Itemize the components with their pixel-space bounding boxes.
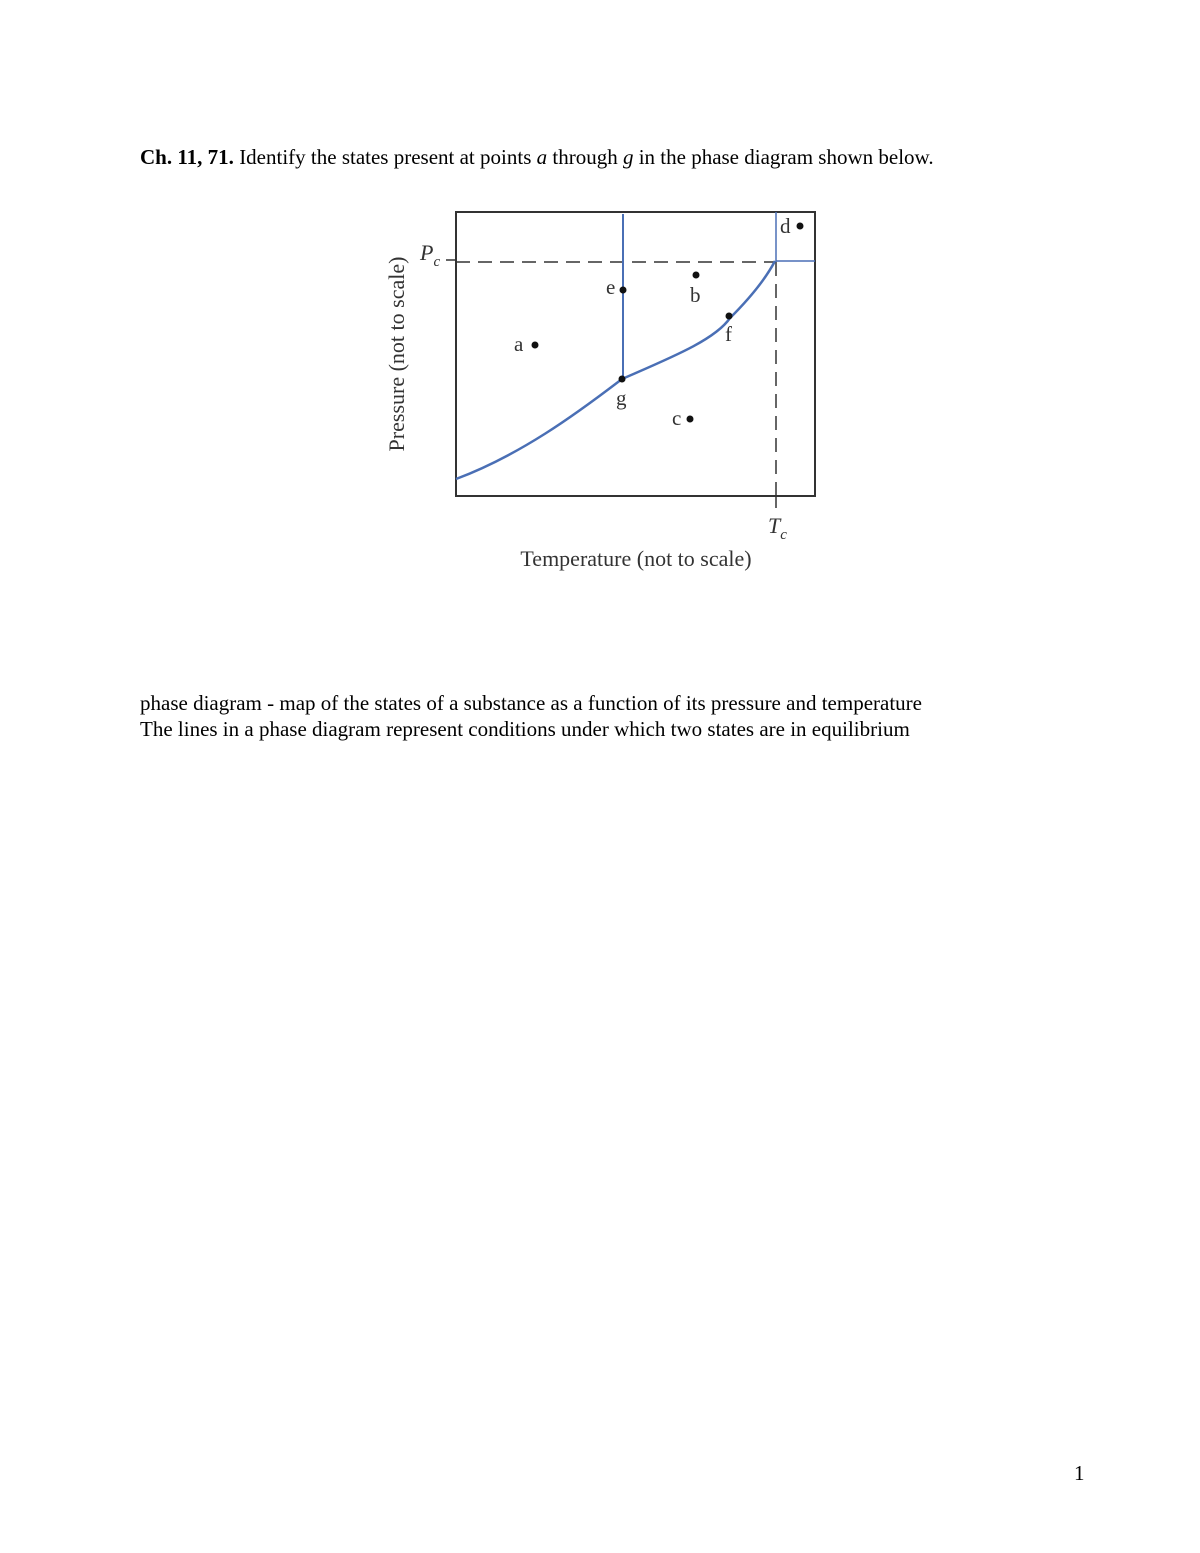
point-e-marker: [620, 287, 627, 294]
critical-temperature-symbol: T: [768, 513, 781, 538]
phase-diagram-svg: [370, 200, 830, 590]
question-point-end: g: [622, 145, 634, 169]
critical-pressure-subscript: c: [433, 254, 441, 270]
question-text-after: in the phase diagram shown below.: [633, 145, 934, 169]
point-g-marker: [619, 376, 626, 383]
x-axis-label: Temperature (not to scale): [520, 546, 752, 571]
notes: [140, 690, 922, 742]
critical-temperature-subscript: c: [780, 527, 787, 543]
point-d-marker: [797, 223, 804, 230]
sublimation-curve: [456, 379, 622, 479]
phase-diagram: [370, 200, 830, 590]
critical-temperature-label: [768, 513, 787, 543]
question-point-start: a: [536, 145, 548, 169]
page-number: 1: [1074, 1461, 1085, 1485]
vaporization-curve: [622, 261, 775, 379]
point-f-marker: [726, 313, 733, 320]
point-d-label: d: [780, 214, 791, 238]
critical-pressure-label: [419, 240, 440, 270]
point-g-label: g: [616, 386, 627, 410]
y-axis-label: Pressure (not to scale): [384, 256, 409, 452]
point-f-label: f: [725, 322, 732, 346]
point-a-label: a: [514, 332, 524, 356]
point-b-marker: [693, 272, 700, 279]
point-a-marker: [532, 342, 539, 349]
point-c-label: c: [672, 406, 682, 430]
note-definition: phase diagram - map of the states of a substance as a function of its pressure and temperature: [140, 691, 922, 715]
question-text-before: Identify the states present at points: [233, 145, 537, 169]
point-e-label: e: [606, 275, 616, 299]
question-text-middle: through: [547, 145, 623, 169]
note-equilibrium: The lines in a phase diagram represent conditions under which two states are in equilibrium: [140, 717, 910, 741]
question-number: Ch. 11, 71.: [140, 145, 234, 169]
point-b-label: b: [690, 283, 701, 307]
question-text: [140, 144, 934, 170]
point-c-marker: [687, 416, 694, 423]
critical-pressure-symbol: P: [420, 240, 434, 265]
